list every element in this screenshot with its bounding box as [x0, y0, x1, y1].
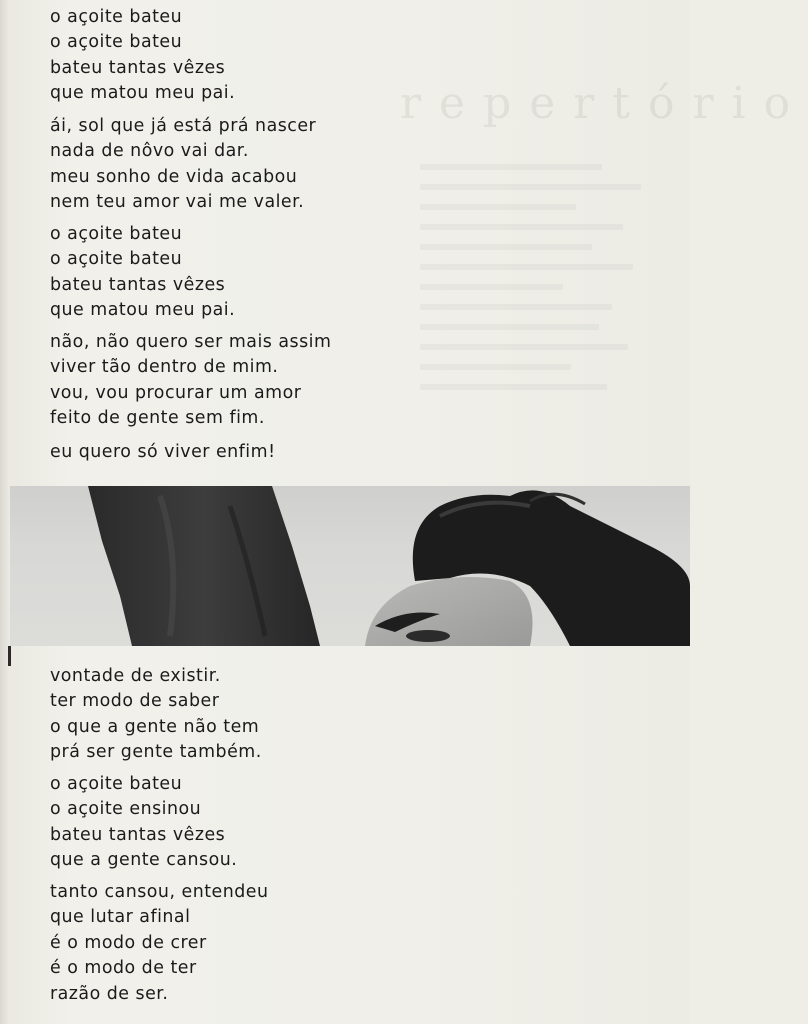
lyric-line: meu sonho de vida acabou — [50, 166, 298, 187]
lyric-line: o açoite bateu — [50, 7, 183, 27]
lyric-line: viver tão dentro de mim. — [50, 357, 279, 378]
lyric-line: é o modo de ter — [50, 958, 197, 979]
lyric-line: nem teu amor vai me valer. — [50, 192, 305, 213]
lyric-line: que matou meu pai. — [50, 300, 236, 321]
stanza-5 — [50, 440, 276, 465]
stanza-8 — [50, 880, 269, 1007]
stanza-6 — [50, 664, 262, 766]
lyric-line: o açoite ensinou — [50, 799, 202, 820]
lyric-line: vou, vou procurar um amor — [50, 382, 302, 403]
lyric-line: bateu tantas vêzes — [50, 274, 226, 295]
stanza-4 — [50, 330, 331, 432]
lyric-line: o açoite bateu — [50, 249, 183, 270]
lyric-line: o que a gente não tem — [50, 716, 260, 737]
lyric-line: bateu tantas vêzes — [50, 57, 226, 78]
stanza-1 — [50, 5, 235, 107]
lyric-line: nada de nôvo vai dar. — [50, 141, 249, 162]
lyric-line: prá ser gente também. — [50, 742, 262, 763]
lyric-line: eu quero só viver enfim! — [50, 442, 276, 462]
show-through-heading: repertório — [400, 78, 808, 129]
lyric-line: que lutar afinal — [50, 907, 191, 928]
lyric-line: ái, sol que já está prá nascer — [50, 116, 317, 136]
stanza-7 — [50, 772, 237, 874]
show-through-lines — [420, 150, 680, 404]
photo-illustration — [10, 486, 690, 646]
page-fold — [0, 0, 10, 1024]
lyric-line: vontade de existir. — [50, 666, 221, 686]
photo-edge — [8, 646, 11, 666]
lyric-line: o açoite bateu — [50, 224, 183, 244]
lyric-line: que a gente cansou. — [50, 850, 238, 871]
lyric-line: o açoite bateu — [50, 32, 183, 53]
lyric-line: bateu tantas vêzes — [50, 824, 226, 845]
lyric-line: ter modo de saber — [50, 691, 220, 712]
lyric-line: não, não quero ser mais assim — [50, 332, 332, 352]
photo-strip — [10, 486, 690, 646]
lyric-line: que matou meu pai. — [50, 83, 236, 104]
lyric-line: tanto cansou, entendeu — [50, 882, 269, 902]
stanza-3 — [50, 222, 235, 324]
stanza-2 — [50, 114, 316, 216]
lyric-line: é o modo de crer — [50, 932, 207, 953]
lyric-line: o açoite bateu — [50, 774, 183, 794]
lyric-line: feito de gente sem fim. — [50, 408, 265, 429]
lyric-line: razão de ser. — [50, 983, 169, 1004]
